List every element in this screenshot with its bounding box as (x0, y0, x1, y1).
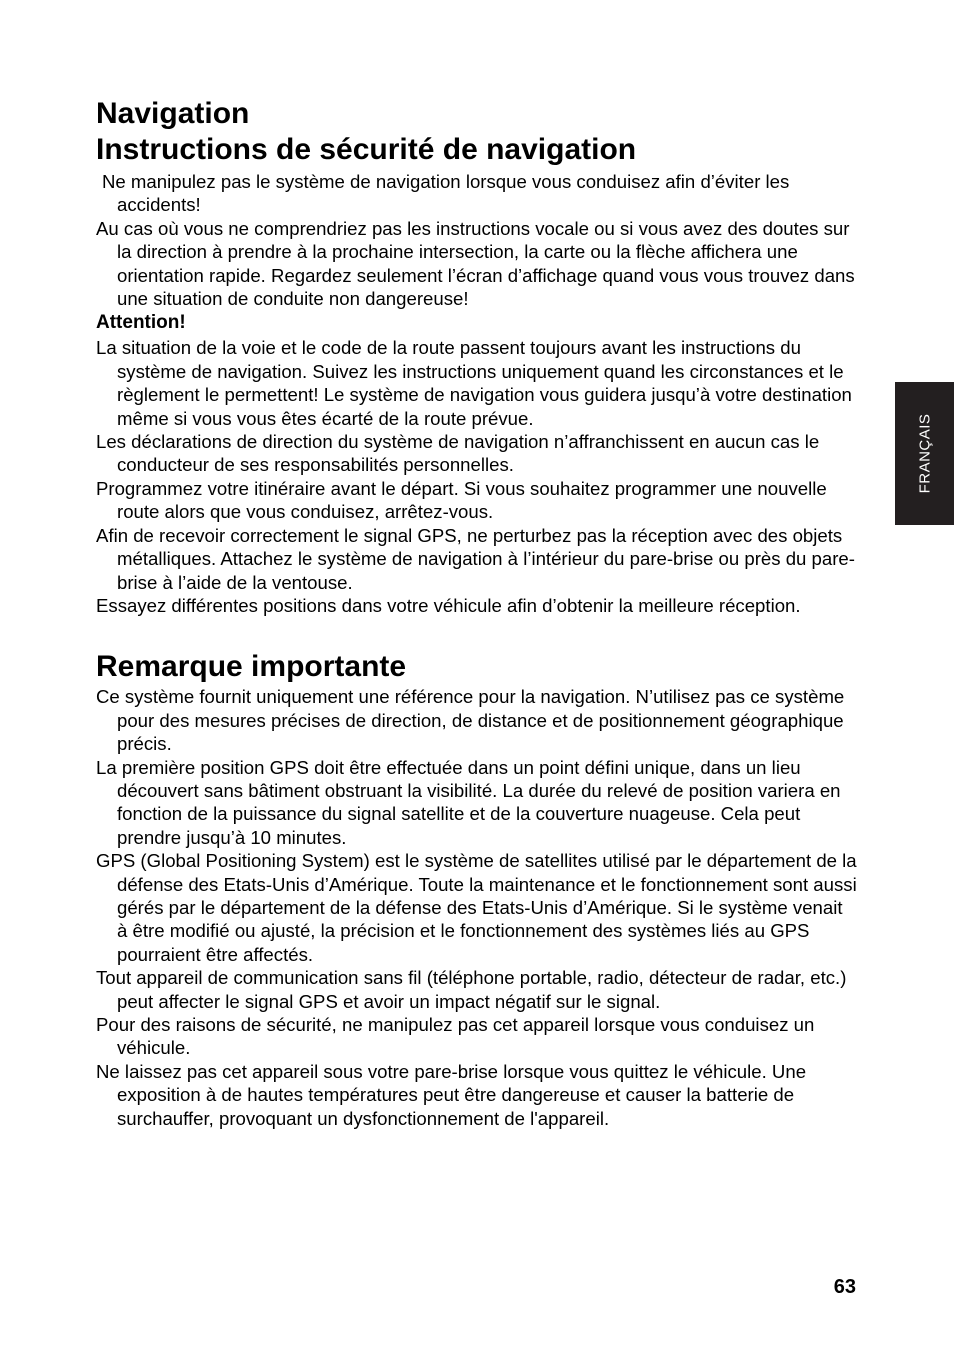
page-content (96, 96, 858, 1130)
paragraph: Afin de recevoir correctement le signal GPS, ne perturbez pas la réception avec des objets métalliques. Attachez le système de navigation à l’intérieur du pare-brise ou près du pare-brise à l’aide de la ventouse. (96, 524, 855, 593)
paragraph: Pour des raisons de sécurité, ne manipulez pas cet appareil lorsque vous conduisez un véhicule. (96, 1014, 815, 1059)
attention-heading: Attention! (96, 312, 186, 334)
paragraph: La première position GPS doit être effectuée dans un point défini unique, dans un lieu découvert sans bâtiment obstruant la visibilité. La durée du relevé de position variera en fonction de la puissance du signal satellite et de la couverture nuageuse. Cela peut prendre jusqu’à 10 minutes. (96, 756, 841, 848)
language-label: FRANÇAIS (916, 413, 933, 494)
section-title-navigation: Navigation (96, 97, 250, 130)
section-title-important-note: Remarque importante (96, 650, 407, 684)
paragraph: La situation de la voie et le code de la route passent toujours avant les instructions du système de navigation. Suivez les instructions uniquement quand les circonstances et le règlement le permettent! Le système de navigation vous guidera jusqu’à votre destination même si vous vous êtes écarté de la route prévue. (96, 337, 852, 429)
paragraph: Essayez différentes positions dans votre véhicule afin d’obtenir la meilleure réception. (96, 594, 801, 616)
page-number: 63 (833, 1276, 856, 1298)
paragraph: Au cas où vous ne comprendriez pas les instructions vocale ou si vous avez des doutes sur la direction à prendre à la prochaine intersection, la carte ou la flèche affichera une orientation rapide. Regardez seulement l’écran d’affichage quand vous vous trouvez dans une situation de conduite non dangereuse! (96, 217, 855, 310)
section-title-safety-instructions: Instructions de sécurité de navigation (96, 133, 637, 166)
paragraph: Les déclarations de direction du système de navigation n’affranchissent en aucun cas le conducteur de ses responsabilités personnelles. (96, 431, 820, 476)
paragraph: GPS (Global Positioning System) est le système de satellites utilisé par le département de la défense des Etats-Unis d’Amérique. Toute la maintenance et le fonctionnement sont aussi gérés par le département de la défense des Etats-Unis d’Amérique. Si le système venait à être modifié ou ajusté, la précision et le fonctionnement des systèmes liés au GPS pourraient être affectés. (96, 850, 857, 965)
paragraph: Ne manipulez pas le système de navigation lorsque vous conduisez afin d’éviter les accidents! (102, 171, 790, 216)
paragraph: Ne laissez pas cet appareil sous votre pare-brise lorsque vous quittez le véhicule. Une exposition à de hautes températures peut être dangereuse et causer la batterie de surchauffer, provoquant un dysfonctionnement de l'appareil. (96, 1060, 807, 1129)
paragraph: Ce système fournit uniquement une référence pour la navigation. N’utilisez pas ce système pour des mesures précises de direction, de distance et de positionnement géographique précis. (96, 686, 845, 755)
language-side-tab (895, 382, 954, 525)
paragraph: Programmez votre itinéraire avant le départ. Si vous souhaitez programmer une nouvelle route alors que vous conduisez, arrêtez-vous. (96, 477, 827, 523)
paragraph: Tout appareil de communication sans fil (téléphone portable, radio, détecteur de radar, etc.) peut affecter le signal GPS et avoir un impact négatif sur le signal. (96, 967, 847, 1012)
